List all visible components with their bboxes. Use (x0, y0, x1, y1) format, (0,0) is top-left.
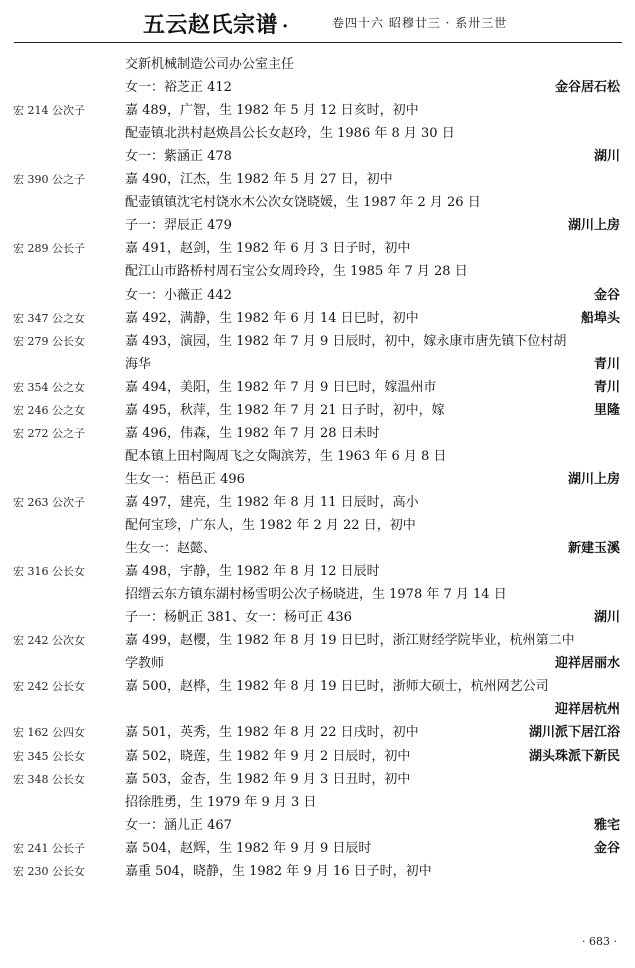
title-separator: · (282, 16, 289, 37)
entry-text: 生女一：梧邑正 496 (125, 471, 245, 487)
entry-line (0, 769, 635, 791)
residence-label: 湖川 (593, 610, 620, 626)
entry-line (0, 630, 635, 652)
entry-text: 交新机械制造公司办公室主任 (125, 57, 295, 72)
generation-label: 宏 272 公之子 (13, 426, 85, 440)
entry-text: 女一：涵儿正 467 (125, 817, 232, 833)
generation-label: 宏 242 公长女 (13, 680, 85, 694)
entry-text: 女一：裕芝正 412 (125, 80, 232, 96)
residence-label: 迎祥居丽水 (554, 656, 620, 672)
entry-line (0, 699, 635, 721)
generation-label: 宏 263 公次子 (13, 495, 85, 509)
residence-label: 湖川上房 (567, 471, 620, 487)
residence-label: 金谷 (593, 840, 620, 856)
book-title (143, 8, 295, 39)
entry-text: 生女一：赵懿、 (125, 541, 217, 557)
entry-line (0, 815, 635, 837)
entry-line (0, 146, 635, 168)
entry-line (0, 261, 635, 283)
generation-label: 宏 241 公长子 (13, 841, 85, 855)
entry-text: 嘉 495，秋萍，生 1982 年 7 月 21 日子时，初中，嫁 (125, 402, 445, 418)
entry-line (0, 561, 635, 583)
entry-line (0, 469, 635, 491)
entry-line (0, 238, 635, 260)
entry-text: 配壶镇北洪村赵焕昌公长女赵玲，生 1986 年 8 月 30 日 (125, 126, 455, 142)
entry-text: 嘉 498，宇静，生 1982 年 8 月 12 日辰时 (125, 564, 380, 580)
entry-text: 嘉 492，满静，生 1982 年 6 月 14 日巳时，初中 (125, 310, 419, 326)
entry-text: 嘉 491，赵剑，生 1982 年 6 月 3 日子时，初中 (125, 241, 411, 257)
residence-label: 湖川派下居江浴 (528, 725, 620, 741)
entry-text: 嘉 500，赵桦，生 1982 年 8 月 19 日巳时，浙师大硕士，杭州网艺公司 (125, 679, 549, 695)
entry-line (0, 54, 635, 76)
entry-text: 嘉 503，金杏，生 1982 年 9 月 3 日丑时，初中 (125, 771, 411, 787)
entry-text: 嘉 490，江杰，生 1982 年 5 月 27 日，初中 (125, 172, 393, 188)
generation-label: 宏 390 公之子 (13, 173, 85, 187)
residence-label: 湖头珠派下新民 (528, 748, 620, 764)
page-header (0, 0, 635, 44)
entry-text: 嘉 504，赵辉，生 1982 年 9 月 9 日辰时 (125, 840, 372, 856)
entry-text: 女一：紫涵正 478 (125, 149, 232, 165)
entry-line (0, 100, 635, 122)
entry-text: 嘉 502，晓莲，生 1982 年 9 月 2 日辰时，初中 (125, 748, 411, 764)
volume-subtitle: 卷四十六 昭穆廿三 · 系卅三世 (332, 16, 508, 30)
entry-text: 配何宝珍，广东人，生 1982 年 2 月 22 日，初中 (125, 518, 416, 533)
entry-line (0, 746, 635, 768)
entry-text: 配本镇上田村陶周飞之女陶滨芳，生 1963 年 6 月 8 日 (125, 448, 447, 464)
residence-label: 金谷 (593, 287, 620, 303)
residence-label: 金谷居石松 (554, 80, 620, 96)
entry-line (0, 653, 635, 675)
entry-text: 嘉 494，美阳，生 1982 年 7 月 9 日巳时，嫁温州市 (125, 379, 437, 395)
entry-line (0, 331, 635, 353)
residence-label: 湖川 (593, 149, 620, 165)
entry-line (0, 515, 635, 537)
entry-line (0, 492, 635, 514)
residence-label: 青川 (593, 356, 620, 372)
entry-line (0, 400, 635, 422)
residence-label: 新建玉溪 (567, 541, 620, 557)
generation-label: 宏 242 公次女 (13, 634, 85, 648)
residence-label: 湖川上房 (567, 218, 620, 234)
entry-line (0, 169, 635, 191)
residence-label: 里隆 (593, 402, 620, 418)
entry-text: 学教师 (125, 656, 165, 672)
generation-label: 宏 289 公长子 (13, 242, 85, 256)
entry-line (0, 308, 635, 330)
entry-line (0, 792, 635, 814)
generation-label: 宏 162 公四女 (13, 726, 85, 740)
entry-line (0, 584, 635, 606)
book-title-text: 五云赵氏宗谱 (143, 12, 279, 38)
residence-label: 雅宅 (593, 817, 620, 833)
generation-label: 宏 354 公之女 (13, 380, 85, 394)
entry-text: 配江山市路桥村周石宝公女周玲玲，生 1985 年 7 月 28 日 (125, 264, 468, 280)
generation-label: 宏 316 公长女 (13, 565, 85, 579)
residence-label: 青川 (593, 379, 620, 395)
entry-text: 嘉 493，演园，生 1982 年 7 月 9 日辰时，初中，嫁永康市唐先镇下位村胡 (125, 333, 567, 349)
entry-text: 嘉 496，伟森，生 1982 年 7 月 28 日未时 (125, 425, 380, 441)
entry-line (0, 123, 635, 145)
generation-label: 宏 345 公长女 (13, 749, 85, 763)
entry-line (0, 446, 635, 468)
entry-line (0, 377, 635, 399)
generation-label: 宏 246 公之女 (13, 403, 85, 417)
entry-line (0, 722, 635, 744)
entry-text: 招徐胜勇，生 1979 年 9 月 3 日 (125, 794, 317, 810)
entry-line (0, 215, 635, 237)
entry-line (0, 607, 635, 629)
entry-line (0, 676, 635, 698)
entry-text: 嘉 489，广智，生 1982 年 5 月 12 日亥时，初中 (125, 103, 419, 119)
header-divider (14, 42, 622, 43)
generation-label: 宏 230 公长女 (13, 864, 85, 878)
page-number: · 683 · (582, 935, 617, 948)
generation-label: 宏 347 公之女 (13, 311, 85, 325)
entry-line (0, 838, 635, 860)
entry-text: 嘉 501，英秀，生 1982 年 8 月 22 日戌时，初中 (125, 725, 419, 741)
entry-text: 子一：羿辰正 479 (125, 218, 232, 234)
entry-line (0, 538, 635, 560)
entry-line (0, 285, 635, 307)
residence-label: 船埠头 (580, 310, 620, 326)
entry-text: 配壶镇镇沈宅村饶水木公次女饶晓媛，生 1987 年 2 月 26 日 (125, 195, 481, 211)
entry-text: 嘉 497，建亮，生 1982 年 8 月 11 日辰时，高小 (125, 494, 419, 510)
entry-line (0, 354, 635, 376)
generation-label: 宏 348 公长女 (13, 772, 85, 786)
residence-label: 迎祥居杭州 (554, 702, 620, 718)
entry-text: 嘉 499，赵樱，生 1982 年 8 月 19 日巳时，浙江财经学院毕业，杭州第二中 (125, 633, 575, 649)
entry-line (0, 861, 635, 883)
entry-text: 海华 (125, 356, 152, 372)
generation-label: 宏 214 公次子 (13, 104, 85, 118)
entry-line (0, 423, 635, 445)
entry-text: 女一：小薇正 442 (125, 287, 232, 303)
entry-text: 嘉重 504，晓静，生 1982 年 9 月 16 日子时，初中 (125, 863, 432, 879)
entry-text: 子一：杨帆正 381、女一：杨可正 436 (125, 610, 352, 626)
entry-text: 招缙云东方镇东湖村杨雪明公次子杨晓进，生 1978 年 7 月 14 日 (125, 587, 507, 603)
entry-line (0, 77, 635, 99)
generation-label: 宏 279 公长女 (13, 334, 85, 348)
entry-line (0, 192, 635, 214)
